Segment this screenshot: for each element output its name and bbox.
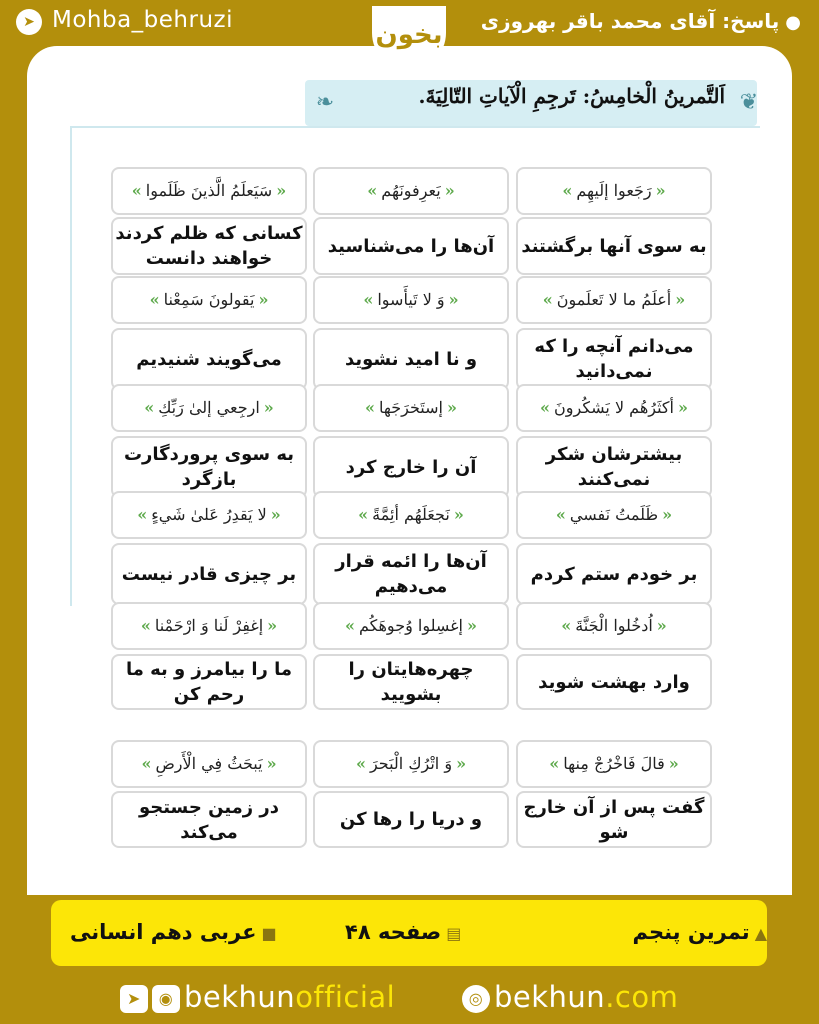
bracket-open-icon: « [456, 754, 467, 773]
bracket-close-icon: » [363, 290, 374, 309]
translation-box [111, 217, 307, 275]
ayah-box [516, 384, 712, 432]
author-handle: Mohba_behruzi [52, 7, 234, 33]
bracket-close-icon: » [555, 505, 566, 524]
translation-box [313, 436, 509, 498]
bracket-open-icon: « [263, 398, 274, 417]
ayah-box [516, 491, 712, 539]
ayah-box [516, 167, 712, 215]
ayah-text: أعلَمُ ما لا تَعلَمونَ [556, 290, 672, 309]
bracket-close-icon: » [562, 181, 573, 200]
ayah-box [313, 602, 509, 650]
student-icon: ▲ [754, 924, 767, 943]
ayah-text: لا يَقدِرُ عَلىٰ شَيءٍ [151, 505, 267, 524]
bracket-open-icon: « [656, 616, 667, 635]
translation-text: ما را بیامرز و به ما رحم کن [125, 659, 293, 705]
ornament-right-icon: ❦ [739, 90, 759, 115]
bracket-close-icon: » [358, 505, 369, 524]
bracket-close-icon: » [365, 398, 375, 417]
bracket-close-icon: » [131, 181, 142, 200]
ayah-text: يَقولونَ سَمِعْنا [163, 290, 255, 309]
social-handle[interactable] [120, 980, 395, 1014]
ayah-text: اُدخُلوا الْجَنَّةَ [575, 616, 653, 635]
bracket-close-icon: » [141, 754, 152, 773]
bracket-open-icon: « [662, 505, 673, 524]
bekhun-logo: بخون [375, 20, 443, 50]
bracket-open-icon: « [675, 290, 686, 309]
ayah-box [313, 491, 509, 539]
translation-box [516, 436, 712, 498]
ayah-text: ظَلَمتُ نَفسي [569, 505, 659, 524]
answer-author-text: پاسخ: آقای محمد باقر بهروزی [480, 9, 780, 33]
website-prefix: bekhun [494, 980, 606, 1014]
ayah-text: قالَ فَاخْرُجْ مِنها [563, 754, 665, 773]
translation-text: گفت پس از آن خارج شو [523, 796, 705, 843]
footer-book [70, 920, 277, 944]
bracket-open-icon: « [266, 754, 277, 773]
translation-box [516, 654, 712, 710]
book-open-icon: ▤ [446, 924, 462, 943]
ayah-box [516, 740, 712, 788]
ayah-box [516, 602, 712, 650]
translation-text: و نا امید نشوید [344, 348, 478, 370]
translation-box [111, 543, 307, 605]
bracket-close-icon: » [561, 616, 572, 635]
instagram-icon: ◉ [152, 985, 180, 1013]
translation-text: بر خودم ستم کردم [530, 563, 698, 585]
ayah-box [313, 740, 509, 788]
translation-box [111, 436, 307, 498]
ayah-text: إغسِلوا وُجوهَكُم [359, 616, 463, 635]
bracket-close-icon: » [144, 398, 155, 417]
translation-box [516, 217, 712, 275]
header-rule [70, 126, 760, 128]
ayah-box [111, 276, 307, 324]
bracket-open-icon: « [270, 505, 281, 524]
translation-box [313, 791, 509, 848]
ayah-text: ارجِعي إلىٰ رَبِّكِ [158, 398, 260, 417]
globe-icon: ◎ [462, 985, 490, 1013]
footer-exercise-text: تمرین پنجم [632, 920, 750, 944]
ayah-box [111, 602, 307, 650]
ayah-text: إستَخرَجَها [379, 398, 443, 417]
ayah-box [111, 167, 307, 215]
bracket-close-icon: » [367, 181, 378, 200]
bracket-open-icon: « [655, 181, 666, 200]
bracket-close-icon: » [355, 754, 366, 773]
social-handle-prefix: bekhun [184, 980, 296, 1014]
ayah-text: رَجَعوا إلَيهِم [576, 181, 652, 200]
bracket-open-icon: « [448, 290, 459, 309]
ayah-box [313, 384, 509, 432]
ayah-text: وَ لا تَيأَسوا [377, 290, 445, 309]
translation-text: می‌دانم آنچه را که نمی‌دانید [534, 336, 694, 382]
translation-box [516, 543, 712, 605]
footer-book-text: عربی دهم انسانی [70, 920, 257, 944]
translation-text: می‌گویند شنیدیم [136, 348, 282, 370]
bracket-open-icon: « [267, 616, 278, 635]
bracket-open-icon: « [453, 505, 464, 524]
translation-box [313, 543, 509, 605]
translation-text: بیشترشان شکر نمی‌کنند [545, 444, 683, 490]
translation-text: به سوی پروردگارت بازگرد [123, 444, 295, 490]
translation-text: کسانی که ظلم کردند خواهند دانست [115, 223, 303, 269]
translation-box [111, 328, 307, 390]
translation-box [516, 328, 712, 390]
bracket-open-icon: « [466, 616, 477, 635]
bracket-open-icon: « [276, 181, 287, 200]
telegram-icon: ➤ [16, 9, 42, 35]
translation-text: وارد بهشت شوید [538, 671, 690, 693]
footer-page [345, 920, 461, 944]
ayah-box [111, 384, 307, 432]
translation-text: چهره‌هایتان را بشویید [348, 659, 474, 705]
bracket-close-icon: » [137, 505, 148, 524]
translation-text: آن‌ها را می‌شناسید [327, 235, 495, 257]
graduation-cap-icon: ■ [261, 924, 277, 943]
bracket-close-icon: » [542, 290, 553, 309]
bracket-close-icon: » [140, 616, 151, 635]
ayah-text: وَ اتْرُكِ الْبَحرَ [369, 754, 453, 773]
ayah-text: يَبحَثُ فِي الْأَرضِ [155, 754, 263, 773]
answer-author [481, 9, 801, 33]
translation-text: آن‌ها را ائمه قرار می‌دهیم [335, 551, 487, 597]
margin-rule [70, 126, 72, 606]
bracket-close-icon: » [149, 290, 160, 309]
translation-box [111, 654, 307, 710]
exercise-title: اَلتَّمرينُ الْخامِسُ: تَرجِمِ الْآياتِ التّالِيَةَ. [418, 84, 725, 108]
translation-box [313, 328, 509, 390]
translation-box [313, 217, 509, 275]
person-icon: ● [785, 12, 801, 33]
ayah-text: يَعرِفونَهُم [381, 181, 441, 200]
bracket-open-icon: « [258, 290, 269, 309]
ayah-box [111, 740, 307, 788]
footer-exercise [633, 920, 768, 944]
bracket-close-icon: » [540, 398, 551, 417]
translation-box [313, 654, 509, 710]
telegram-icon: ➤ [120, 985, 148, 1013]
social-handle-suffix: official [295, 980, 396, 1014]
bracket-open-icon: « [446, 398, 457, 417]
translation-box [111, 791, 307, 848]
ayah-box [313, 167, 509, 215]
ayah-text: إغفِرْ لَنا وَ ارْحَمْنا [154, 616, 264, 635]
translation-text: به سوی آنها برگشتند [521, 235, 707, 257]
ayah-text: سَيَعلَمُ الَّذينَ ظَلَموا [145, 181, 273, 200]
bracket-close-icon: » [549, 754, 560, 773]
translation-box [516, 791, 712, 848]
bracket-open-icon: « [444, 181, 455, 200]
ayah-box [516, 276, 712, 324]
ayah-text: نَجعَلَهُم أئِمَّةً [372, 505, 450, 524]
translation-text: آن را خارج کرد [345, 456, 477, 478]
ayah-text: أكثَرُهُم لا يَشكُرونَ [554, 398, 674, 417]
bracket-close-icon: » [345, 616, 355, 635]
translation-text: بر چیزی قادر نیست [121, 563, 297, 585]
bottom-bar [0, 972, 819, 1024]
ornament-left-icon: ❧ [315, 90, 335, 115]
footer-page-text: صفحه ۴۸ [345, 920, 442, 944]
website-link[interactable] [462, 980, 678, 1014]
bracket-open-icon: « [668, 754, 679, 773]
translation-text: و دریا را رها کن [339, 809, 483, 830]
ayah-box [111, 491, 307, 539]
bracket-open-icon: « [677, 398, 688, 417]
translation-text: در زمین جستجو می‌کند [138, 796, 280, 843]
website-suffix: .com [605, 980, 679, 1014]
ayah-box [313, 276, 509, 324]
